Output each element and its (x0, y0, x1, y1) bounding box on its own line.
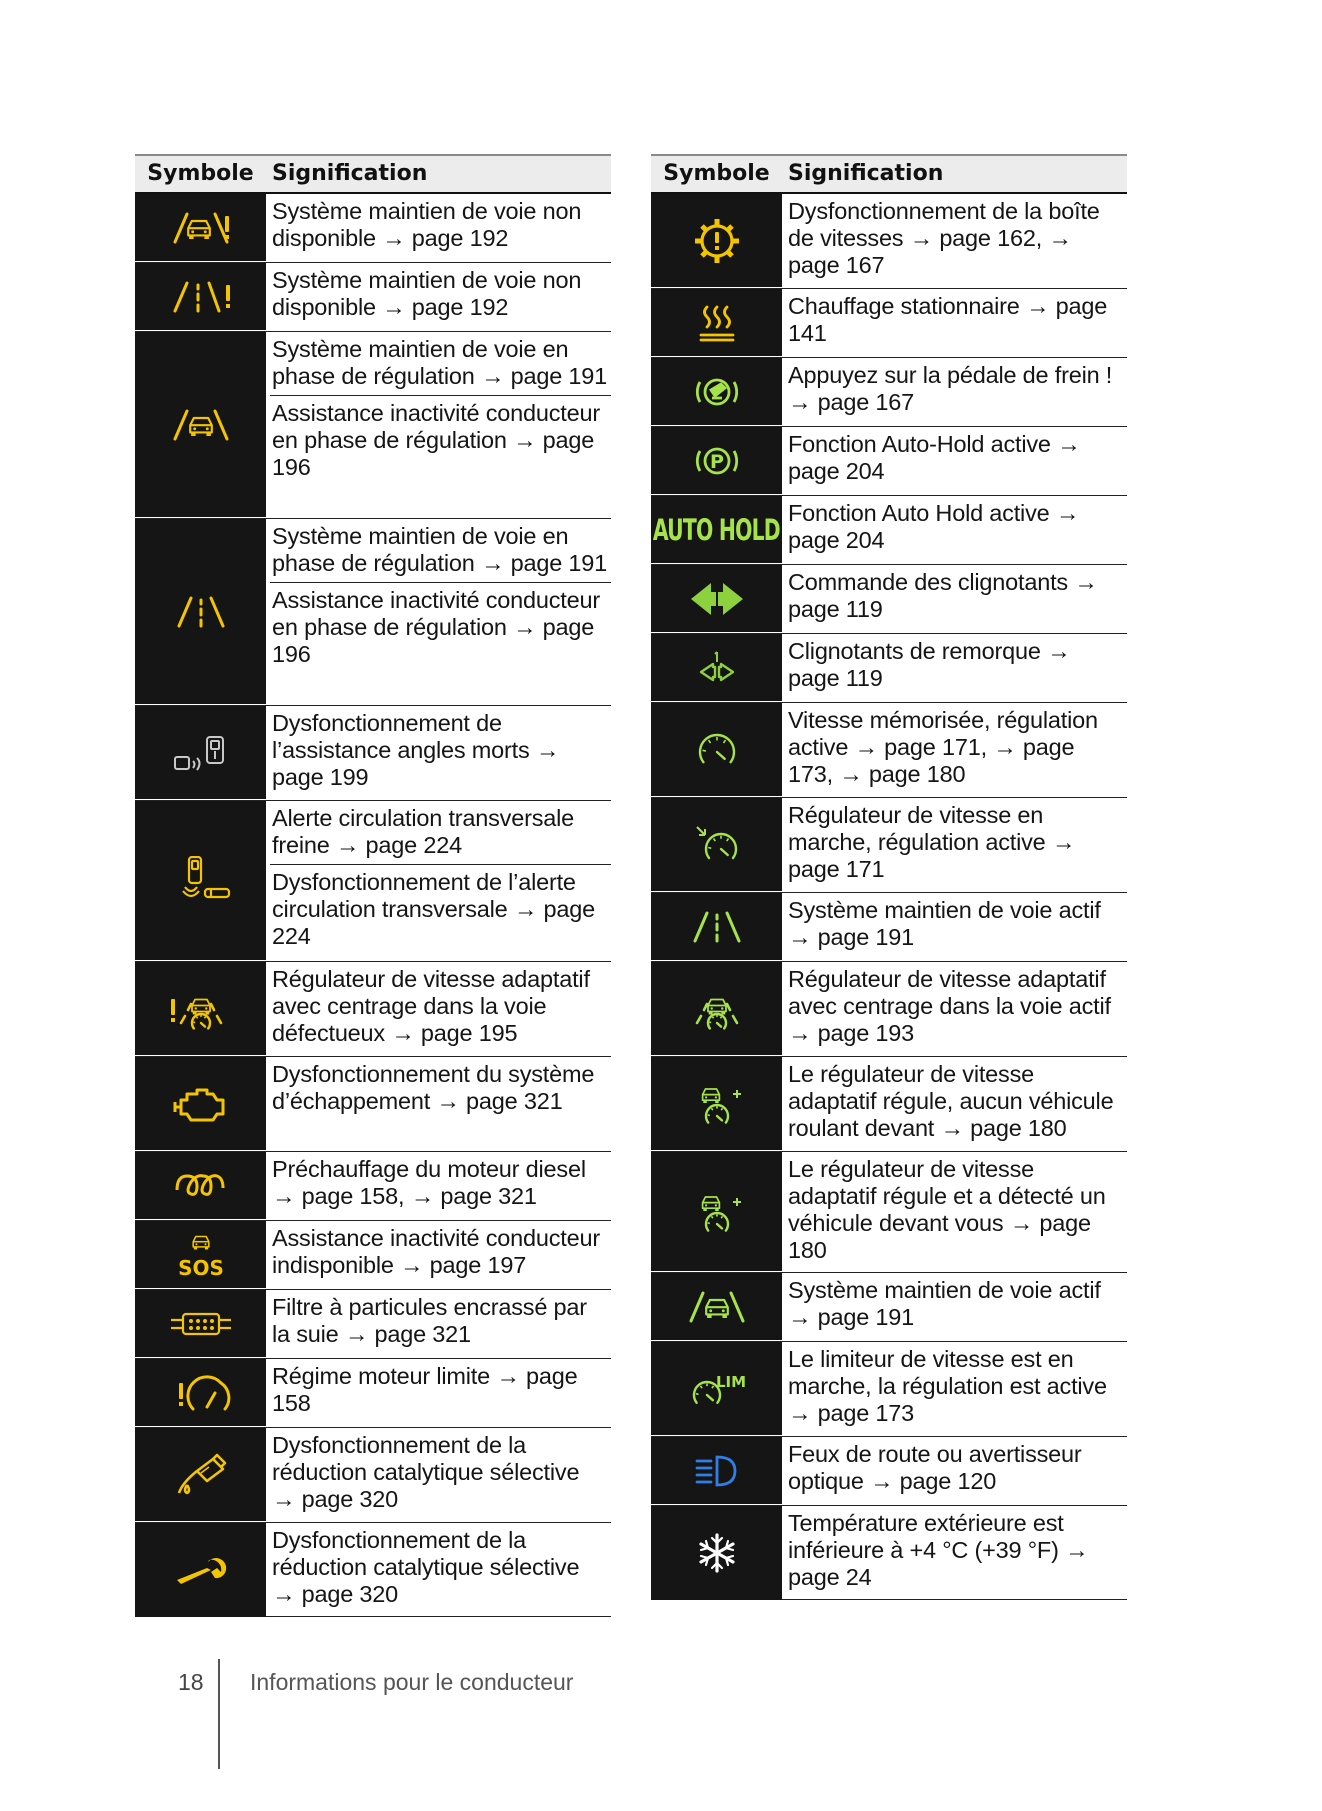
adaptive-cruise-vehicle-detected-icon (682, 1187, 752, 1237)
meaning-cell (266, 1290, 611, 1358)
table-row (651, 496, 1127, 565)
symbol-cell (135, 1152, 266, 1220)
page-footer (0, 1655, 1322, 1775)
glow-plug-icon (166, 1161, 236, 1211)
adaptive-cruise-no-vehicle-icon (682, 1079, 752, 1129)
table-row (651, 289, 1127, 358)
symbol-cell (135, 1523, 266, 1617)
table-row (651, 194, 1127, 289)
meaning-header: Signification (788, 161, 944, 186)
symbol-cell (135, 332, 266, 518)
table-row (651, 798, 1127, 893)
frost-icon (682, 1528, 752, 1578)
symbol-cell (135, 962, 266, 1056)
lane-assist-unavailable-icon (166, 203, 236, 253)
meaning-text: Le régulateur de vitesse adaptatif régule et a détecté un véhicule devant vous → page 180 (788, 1156, 1106, 1263)
table-row (135, 194, 611, 263)
table-row (651, 427, 1127, 496)
meaning-text: Appuyez sur la pédale de frein ! → page 167 (788, 362, 1113, 415)
parking-heater-icon (682, 298, 752, 348)
meaning-text: Dysfonctionnement de la réduction catalytique sélective → page 320 (272, 1432, 580, 1512)
adaptive-cruise-lane-centering-icon (682, 984, 752, 1034)
table-row (651, 703, 1127, 798)
meaning-cell (266, 332, 611, 518)
trailer-turn-signals-icon (682, 643, 752, 693)
turn-signals-icon (682, 574, 752, 624)
meaning-cell (782, 1506, 1127, 1600)
meaning-text: Régulateur de vitesse adaptatif avec centrage dans la voie défectueux → page 195 (272, 966, 590, 1046)
scr-fluid-icon (166, 1450, 236, 1500)
meaning-text: Dysfonctionnement de l’assistance angles morts → page 199 (272, 710, 560, 790)
table-row (651, 1506, 1127, 1600)
symbol-table-right (651, 154, 1127, 1600)
symbol-cell (651, 427, 782, 495)
table-row (135, 1359, 611, 1428)
meaning-text: Le limiteur de vitesse est en marche, la régulation est active → page 173 (788, 1346, 1107, 1426)
cruise-control-on-icon (682, 820, 752, 870)
meaning-text: Commande des clignotants → page 119 (788, 569, 1098, 622)
engine-exhaust-fault-icon (166, 1079, 236, 1129)
table-row (135, 706, 611, 801)
meaning-text: Dysfonctionnement de l’alerte circulation transversale → page 224 (272, 869, 595, 949)
high-beam-icon (682, 1446, 752, 1496)
meaning-text: Assistance inactivité conducteur indisponible → page 197 (272, 1225, 600, 1278)
meaning-cell (782, 634, 1127, 702)
symbol-cell (651, 962, 782, 1056)
lane-assist-regulating-icon (166, 400, 236, 450)
meaning-text: Système maintien de voie actif → page 191 (788, 897, 1101, 950)
meaning-text: Dysfonctionnement de la boîte de vitesses → page 162, → page 167 (788, 198, 1100, 278)
meaning-cell (782, 798, 1127, 892)
left-rows (135, 194, 611, 1617)
auto-hold-text-icon: AUTO HOLD (652, 512, 781, 547)
meaning-text: Le régulateur de vitesse adaptatif régule, aucun véhicule roulant devant → page 180 (788, 1061, 1114, 1141)
table-row (651, 565, 1127, 634)
cross-traffic-alert-icon (166, 856, 236, 906)
meaning-text: Filtre à particules encrassé par la suie → page 321 (272, 1294, 587, 1347)
table-row (651, 1273, 1127, 1342)
table-row (135, 1152, 611, 1221)
meaning-cell (782, 496, 1127, 564)
symbol-cell (651, 703, 782, 797)
page-number: 18 (178, 1669, 204, 1695)
meaning-text: Clignotants de remorque → page 119 (788, 638, 1071, 691)
footer-divider (218, 1659, 220, 1769)
symbol-cell (651, 1506, 782, 1600)
meaning-cell (782, 703, 1127, 797)
table-row (651, 1437, 1127, 1506)
meaning-text: Vitesse mémorisée, régulation active → page 171, → page 173, → page 180 (788, 707, 1098, 787)
meaning-text: Chauffage stationnaire → page 141 (788, 293, 1108, 346)
symbol-cell (651, 194, 782, 288)
speed-limiter-icon (682, 1364, 752, 1414)
meaning-cell (782, 1273, 1127, 1341)
symbol-cell (651, 289, 782, 357)
symbol-cell (135, 194, 266, 262)
meaning-text: Dysfonctionnement du système d’échappement → page 321 (272, 1061, 595, 1114)
table-row (651, 358, 1127, 427)
symbol-table-left (135, 154, 611, 1617)
table-row (651, 1342, 1127, 1437)
svg-text:P: P (709, 450, 724, 473)
symbol-cell (135, 706, 266, 800)
symbol-header: Symbole (663, 161, 770, 186)
meaning-text: Système maintien de voie en phase de régulation → page 191 (270, 519, 611, 583)
meaning-cell (782, 1057, 1127, 1151)
meaning-text: Préchauffage du moteur diesel → page 158, → page 321 (272, 1156, 586, 1209)
meaning-cell (266, 1523, 611, 1617)
table-row (651, 1152, 1127, 1273)
meaning-cell (782, 358, 1127, 426)
wrench-icon (166, 1545, 236, 1595)
symbol-cell (651, 1057, 782, 1151)
symbol-cell (135, 263, 266, 331)
symbol-cell (651, 565, 782, 633)
table-row (135, 1221, 611, 1290)
svg-text:SOS: SOS (177, 1255, 224, 1280)
symbol-cell (651, 634, 782, 702)
meaning-cell (266, 1152, 611, 1220)
table-row (135, 801, 611, 962)
symbol-cell (651, 1342, 782, 1436)
symbol-cell (135, 1221, 266, 1289)
meaning-text: Régulateur de vitesse en marche, régulation active → page 171 (788, 802, 1076, 882)
meaning-cell (266, 263, 611, 331)
meaning-text: Assistance inactivité conducteur en phase de régulation → page 196 (272, 400, 600, 480)
table-header (135, 154, 611, 194)
lane-lines-regulating-icon (166, 587, 236, 637)
meaning-text: Régulateur de vitesse adaptatif avec centrage dans la voie actif → page 193 (788, 966, 1111, 1046)
symbol-cell (651, 358, 782, 426)
table-row (651, 1057, 1127, 1152)
particulate-filter-icon (166, 1299, 236, 1349)
meaning-text: Système maintien de voie non disponible → page 192 (272, 267, 582, 320)
symbol-cell (135, 1359, 266, 1427)
symbol-cell (135, 1290, 266, 1358)
adaptive-cruise-lane-centering-fault-icon (166, 984, 236, 1034)
table-row (135, 1057, 611, 1152)
press-brake-icon (682, 367, 752, 417)
meaning-text: Température extérieure est inférieure à +4 °C (+39 °F) → page 24 (788, 1510, 1089, 1590)
table-header (651, 154, 1127, 194)
meaning-cell (782, 194, 1127, 288)
meaning-cell (782, 289, 1127, 357)
limiter-label: LIM (715, 1372, 746, 1391)
blind-spot-fault-icon (166, 728, 236, 778)
set-speed-icon (682, 725, 752, 775)
table-row (135, 519, 611, 706)
meaning-cell (782, 962, 1127, 1056)
meaning-text: Système maintien de voie en phase de régulation → page 191 (270, 332, 611, 396)
table-row (135, 1428, 611, 1523)
engine-speed-limit-icon (166, 1368, 236, 1418)
symbol-cell (651, 1152, 782, 1272)
lane-lines-active-icon (682, 902, 752, 952)
meaning-text: Système maintien de voie actif → page 191 (788, 1277, 1101, 1330)
sos-driver-alert-icon (166, 1230, 236, 1280)
meaning-cell (782, 1152, 1127, 1272)
meaning-cell (266, 1359, 611, 1427)
table-row (651, 634, 1127, 703)
meaning-text: Alerte circulation transversale freine → page 224 (270, 801, 611, 865)
meaning-cell (266, 519, 611, 705)
symbol-header: Symbole (147, 161, 254, 186)
meaning-text: Fonction Auto Hold active → page 204 (788, 500, 1080, 553)
meaning-text: Assistance inactivité conducteur en phase de régulation → page 196 (272, 587, 600, 667)
meaning-cell (266, 1057, 611, 1151)
symbol-cell (651, 893, 782, 961)
auto-hold-p-icon (682, 436, 752, 486)
meaning-text: Feux de route ou avertisseur optique → page 120 (788, 1441, 1082, 1494)
meaning-cell (782, 427, 1127, 495)
table-row (135, 962, 611, 1057)
meaning-cell (266, 962, 611, 1056)
meaning-text: Fonction Auto-Hold active → page 204 (788, 431, 1081, 484)
table-row (135, 263, 611, 332)
symbol-cell (135, 801, 266, 961)
meaning-cell (782, 565, 1127, 633)
table-row (135, 332, 611, 519)
symbol-cell (135, 1428, 266, 1522)
meaning-header: Signification (272, 161, 428, 186)
meaning-cell (266, 801, 611, 961)
table-row (651, 893, 1127, 962)
meaning-cell (782, 893, 1127, 961)
meaning-cell (266, 194, 611, 262)
meaning-cell (266, 1428, 611, 1522)
gearbox-fault-icon (682, 216, 752, 266)
symbol-cell (651, 1437, 782, 1505)
symbol-cell (135, 1057, 266, 1151)
meaning-cell (266, 706, 611, 800)
symbol-cell (651, 1273, 782, 1341)
table-row (135, 1523, 611, 1617)
meaning-text: Dysfonctionnement de la réduction catalytique sélective → page 320 (272, 1527, 580, 1607)
right-rows (651, 194, 1127, 1600)
symbol-cell (651, 798, 782, 892)
table-row (651, 962, 1127, 1057)
lane-lines-unavailable-icon (166, 272, 236, 322)
symbol-cell (135, 519, 266, 705)
meaning-cell (782, 1437, 1127, 1505)
meaning-text: Système maintien de voie non disponible → page 192 (272, 198, 582, 251)
table-row (135, 1290, 611, 1359)
meaning-cell (266, 1221, 611, 1289)
symbol-cell (651, 496, 782, 564)
lane-assist-active-icon (682, 1282, 752, 1332)
meaning-text: Régime moteur limite → page 158 (272, 1363, 578, 1416)
footer-title: Informations pour le conducteur (250, 1669, 574, 1695)
meaning-cell (782, 1342, 1127, 1436)
